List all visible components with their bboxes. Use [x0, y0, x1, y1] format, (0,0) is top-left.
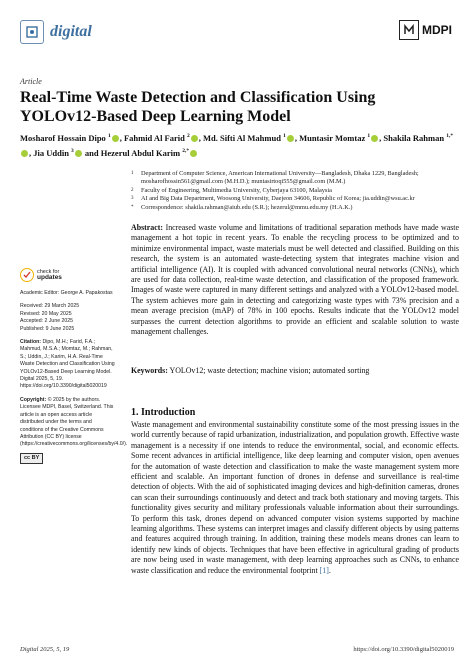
page-footer [20, 646, 454, 653]
academic-editor: Academic Editor: George A. Papakostas [20, 290, 113, 296]
journal-logo-icon [20, 20, 44, 44]
affiliation-text: Correspondence: shakila.rahman@aiub.edu (S.R.); hezerul@mmu.edu.my (H.A.K.) [141, 203, 353, 211]
orcid-icon[interactable] [21, 150, 28, 157]
introduction-text: Waste management and environmental sustainability constitute some of the most pressing issues in the world currently because of rapid urbanization, industrialization, and population growth. Effective waste management is a necessity if one intends to reduce the environmental, social, and economic effects. Some recent advances in artificial intelligence, like deep learning and computer vision, open avenues for the automation of waste detection and classification to make the waste management system more efficient and scalable. An important function of drones in defense and surveillance is real-time detection of objects. With the aid of sophisticated imaging devices and high-definition cameras, drones can scan their surroundings continuously and detect and track both stationary and moving targets. This functionality gives security and military professionals valuable information about their surroundings. To perform this task, drones depend on advanced computer vision systems supported by machine learning algorithms. These systems can interpret images and classify different objects by using patterns and features acquired through training. In addition, training these models means drones can learn to identify new kinds of objects. Techniques that have been effective in agricultural grading of products are now being used in waste management, with deep learning approaches such as CNNs, to enhance waste classification and reduce the environmental footprint [131, 420, 459, 575]
orcid-icon[interactable] [371, 135, 378, 142]
footer-citation: Digital 2025, 5, 19 [20, 646, 70, 653]
orcid-icon[interactable] [287, 135, 294, 142]
citation-text: Dipo, M.H.; Farid, F.A.; Mahmud, M.S.A.; Momtaz, M.; Rahman, S.; Uddin, J.; Karim, H.A. Real-Time Waste Detection and Classification Using YOLOv12-Based Deep Learning Model. Digital 2025, 5, 19. https://doi.org/10.3390/digital5020019 [20, 339, 115, 390]
cc-license-badge[interactable]: cc BY [20, 453, 43, 464]
copyright-label: Copyright: [20, 396, 47, 403]
citation [20, 339, 116, 391]
affiliation-mark: * [131, 204, 134, 210]
check-line1: check for [37, 268, 60, 275]
affiliation-mark: 2 [131, 187, 134, 193]
keywords-label: Keywords: [131, 366, 168, 375]
introduction-body [131, 420, 459, 576]
author-name[interactable]: Hezerul Abdul Karim $^{2,*}$ [101, 148, 198, 158]
affiliations [131, 170, 461, 212]
affiliation-item [131, 187, 461, 195]
author-name[interactable]: Mosharof Hossain Dipo $^1$ [20, 133, 120, 143]
author-name[interactable]: Shakila Rahman $^{1,*}$ [20, 133, 453, 158]
keywords [131, 366, 459, 376]
author-name[interactable]: Muntasir Momtaz $^1$ [299, 133, 379, 143]
author-affiliation-mark: 2,* [182, 147, 190, 154]
orcid-icon[interactable] [75, 150, 82, 157]
abstract [131, 223, 459, 337]
check-for-updates-button[interactable] [20, 268, 116, 282]
author-affiliation-mark: 1 [367, 133, 371, 139]
affiliation-text: AI and Big Data Department, Woosong University, Daejeon 34606, Republic of Korea; jia.uddin@wsu.ac.kr [141, 195, 415, 203]
affiliation-mark: 3 [131, 196, 134, 202]
publisher-name: MDPI [422, 23, 452, 37]
abstract-label: Abstract: [131, 223, 163, 232]
orcid-icon[interactable] [191, 135, 198, 142]
accepted-date: Accepted: 2 June 2025 [20, 318, 74, 325]
author-affiliation-mark: 2 [187, 133, 190, 139]
affiliation-item [131, 195, 461, 203]
journal-name: digital [50, 23, 92, 40]
abstract-text: Increased waste volume and limitations of traditional separation methods have made waste management a hot topic in recent years. To enable the recycling process to be optimized and to minimize environmental impact, waste materials must be well detected and classified. Building on this research, the system is an automated waste-detecting system that integrates machine vision and artificial intelligence (AI). It is coupled with advanced convolutional neural networks (CNNs), which are used for data collection, real-time waste detection, and classification of the proposed framework. Images of waste were captured in many different settings and analyzed with a YOLOv12-based model. The system achieves more gain in detecting and categorizing waste types with 73% precision and a mean average precision (mAP) of 78% in 100 epochs. Results indicate that the YOLOv12 model surpasses the current detection algorithms to provide an efficient and scalable solution to waste management challenges. [131, 223, 459, 337]
check-updates-icon [20, 268, 34, 282]
affiliation-text: Faculty of Engineering, Multimedia University, Cyberjaya 63100, Malaysia [141, 186, 332, 194]
author-name[interactable]: Fahmid Al Farid $^2$ [124, 133, 199, 143]
affiliation-text: Department of Computer Science, American International University—Bangladesh, Dhaka 1229, Bangladesh; mosharofhossin561@gmail.com (M.H.D.); muntasirtoqi555@gmail.com (M.M.) [141, 170, 419, 186]
citation-label: Citation: [20, 339, 42, 346]
orcid-icon[interactable] [190, 150, 197, 157]
copyright-text: © 2025 by the authors. Licensee MDPI, Basel, Switzerland. This article is an open access article distributed under the terms and conditions of the Creative Commons Attribution (CC BY) license (https://creativecommons.org/licenses/by/4.0/). [20, 396, 128, 448]
author-name[interactable]: Md. Sifti Al Mahmud $^1$ [203, 133, 295, 143]
check-line2: updates [37, 274, 62, 281]
section-heading: 1. Introduction [131, 407, 196, 418]
footer-doi[interactable]: https://doi.org/10.3390/digital5020019 [353, 646, 454, 653]
keywords-text: YOLOv12; waste detection; machine vision; automated sorting [169, 366, 370, 375]
received-date: Received: 29 March 2025 [20, 303, 80, 310]
author-affiliation-mark: 1 [283, 133, 286, 139]
author-affiliation-mark: 1 [107, 133, 111, 139]
introduction-end: . [328, 565, 331, 575]
affiliation-item [131, 204, 461, 212]
author-affiliation-mark: 1,* [446, 133, 454, 139]
revised-date: Revised: 20 May 2025 [20, 310, 72, 317]
author-list: Mosharof Hossain Dipo $^1$ , Fahmid Al Farid $^2$ , Md. Sifti Al Mahmud $^1$ , Muntasir Momtaz $^1$ , Shakila Rahman $^{1,*}$, Jia Uddin $^3$ and Hezerul Abdul Karim $^{2,*}$ [20, 132, 454, 158]
affiliation-mark: 1 [131, 171, 134, 176]
copyright [20, 396, 128, 449]
orcid-icon[interactable] [112, 135, 119, 142]
publisher-logo [399, 20, 452, 40]
journal-logo [20, 20, 92, 44]
paper-title: Real-Time Waste Detection and Classification Using YOLOv12-Based Deep Learning Model [20, 89, 376, 125]
author-name[interactable]: Jia Uddin $^3$ [33, 148, 83, 158]
reference-link[interactable]: [1] [319, 565, 329, 575]
published-date: Published: 9 June 2025 [20, 325, 75, 332]
affiliation-item [131, 170, 461, 187]
article-type: Article [20, 77, 42, 86]
mdpi-icon [399, 20, 419, 40]
sidebar [20, 268, 128, 466]
author-affiliation-mark: 3 [71, 147, 74, 154]
